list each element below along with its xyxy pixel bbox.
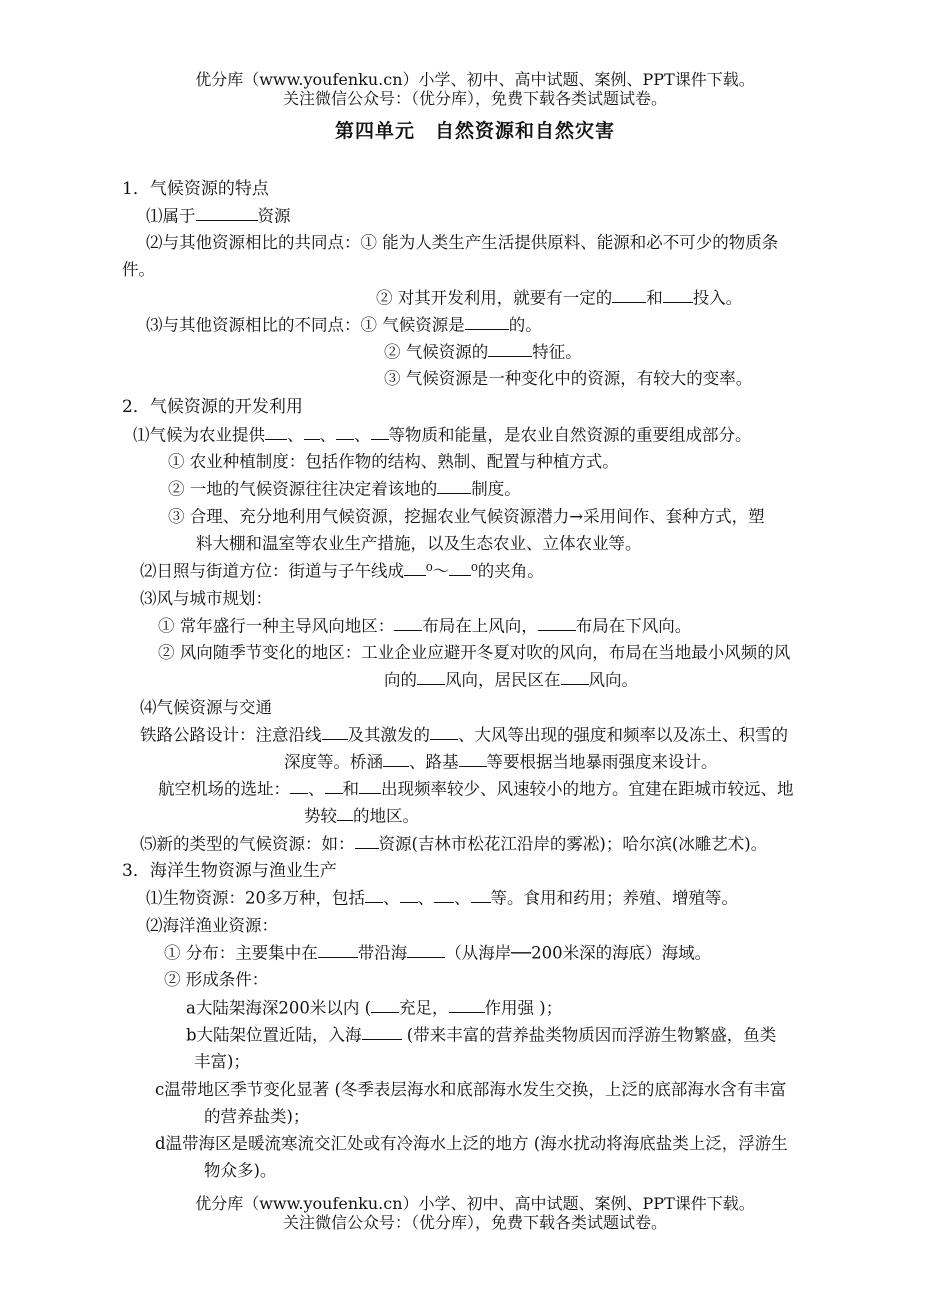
text-segment: 布局在下风向。 xyxy=(575,616,692,636)
blank xyxy=(196,203,258,221)
answer-blank xyxy=(265,422,287,440)
s2-item-3-b: ② 风向随季节变化的地区：工业企业应避开冬夏对吹的风向，布局在当地最小风频的风 xyxy=(158,643,791,662)
s2-item-3-b-cont xyxy=(384,667,638,693)
text-segment: 及其激发的 xyxy=(347,725,430,745)
answer-blank xyxy=(449,558,471,576)
text-segment: 势较 xyxy=(304,806,337,826)
answer-blank xyxy=(561,667,589,685)
text-segment: b大陆架位置近陆，入海 xyxy=(186,1025,362,1045)
text-segment: ② 一地的气候资源往往决定着该地的 xyxy=(168,479,438,499)
s2-item-1-a: ① 农业种植制度：包括作物的结构、熟制、配置与种植方式。 xyxy=(168,452,619,471)
blank xyxy=(465,312,509,330)
s2-item-4-b xyxy=(158,776,794,802)
answer-blank xyxy=(336,422,354,440)
answer-blank xyxy=(359,776,381,794)
answer-blank xyxy=(371,422,389,440)
s1-item-2-cont: 件。 xyxy=(122,260,155,279)
text-segment: 作用强 )； xyxy=(484,998,563,1018)
page-footer xyxy=(0,1194,950,1232)
text-segment: 的地区。 xyxy=(353,806,419,826)
s3-item-2: ⑵海洋渔业资源： xyxy=(146,916,278,935)
s2-item-2 xyxy=(140,558,544,584)
text-segment: 充足， xyxy=(399,998,449,1018)
answer-blank xyxy=(325,776,343,794)
section-1-heading: 1．气候资源的特点 xyxy=(122,179,269,199)
answer-blank xyxy=(290,776,308,794)
text-segment: (带来丰富的营养盐类物质因而浮游生物繁盛，鱼类 xyxy=(401,1025,777,1045)
s1-item-3-b xyxy=(384,339,582,365)
footer-line-2: 关注微信公众号：（优分库），免费下载各类试题试卷。 xyxy=(282,1213,667,1232)
text-segment: 、 xyxy=(383,888,400,908)
text-segment: 向的 xyxy=(384,670,417,690)
text-segment: ⁰的夹角。 xyxy=(471,561,544,581)
s2-item-3: ⑶风与城市规划： xyxy=(140,589,272,608)
text-segment: 资源(吉林市松花江沿岸的雾凇)；哈尔滨(冰雕艺术)。 xyxy=(378,834,768,854)
answer-blank xyxy=(365,885,383,903)
answer-blank xyxy=(430,722,458,740)
text-segment: ② 气候资源的 xyxy=(384,342,489,362)
text-segment: 的。 xyxy=(508,315,542,335)
s3-condition-b xyxy=(186,1022,776,1048)
s2-item-1-c-cont: 料大棚和温室等农业生产措施，以及生态农业、立体农业等。 xyxy=(196,534,642,553)
text-segment: 和 xyxy=(646,288,663,308)
s3-item-1 xyxy=(146,885,738,911)
text-segment: 、 xyxy=(319,425,336,445)
s1-item-1 xyxy=(146,203,291,229)
s3-condition-c-cont: 的营养盐类)； xyxy=(204,1107,310,1126)
s3-condition-c: c温带地区季节变化显著 (冬季表层海水和底部海水发生交换，上泛的底部海水含有丰富 xyxy=(155,1080,787,1099)
answer-blank xyxy=(434,885,454,903)
answer-blank xyxy=(437,476,471,494)
text-segment: 、 xyxy=(354,425,371,445)
answer-blank xyxy=(362,1022,402,1040)
section-3-heading: 3．海洋生物资源与渔业生产 xyxy=(122,861,337,881)
text-segment: 深度等。桥涵 xyxy=(284,752,383,772)
text-segment: ⁰～ xyxy=(426,561,450,581)
answer-blank xyxy=(337,803,353,821)
text-segment: a大陆架海深200米以内 ( xyxy=(186,998,372,1018)
text-segment: ① 分布：主要集中在 xyxy=(164,943,318,963)
answer-blank xyxy=(371,995,399,1013)
answer-blank xyxy=(449,995,485,1013)
text-segment: 、 xyxy=(417,888,434,908)
answer-blank xyxy=(322,722,348,740)
answer-blank xyxy=(459,749,487,767)
s1-item-2: ⑵与其他资源相比的共同点：① 能为人类生产生活提供原料、能源和必不可少的物质条 xyxy=(146,233,779,252)
text-segment: 等。食用和药用；养殖、增殖等。 xyxy=(490,888,738,908)
text-segment: 、 xyxy=(308,779,325,799)
text-segment: 风向。 xyxy=(588,670,638,690)
s2-item-4-a xyxy=(140,722,788,748)
text-segment: （从海岸──200米深的海底）海域。 xyxy=(445,943,712,963)
blank xyxy=(663,285,693,303)
s2-item-4-a-cont xyxy=(284,749,718,775)
answer-blank xyxy=(538,613,576,631)
s2-item-1-c: ③ 合理、充分地利用气候资源，挖掘农业气候资源潜力→采用间作、套种方式，塑 xyxy=(168,507,765,526)
text-segment: ⑵日照与街道方位：街道与子午线成 xyxy=(140,561,404,581)
answer-blank xyxy=(417,667,445,685)
s1-item-3 xyxy=(146,312,542,338)
blank xyxy=(488,339,532,357)
text-segment: ⑴属于 xyxy=(146,206,196,226)
text-segment: 特征。 xyxy=(532,342,582,362)
text-segment: 、大风等出现的强度和频率以及冻土、积雪的 xyxy=(458,725,788,745)
s2-item-1 xyxy=(133,422,752,448)
text-segment: 和 xyxy=(342,779,359,799)
answer-blank xyxy=(304,422,320,440)
answer-blank xyxy=(404,558,426,576)
text-segment: 等要根据当地暴雨强度来设计。 xyxy=(486,752,718,772)
page-title: 第四单元 自然资源和自然灾害 xyxy=(334,120,615,142)
s2-item-1-b xyxy=(168,476,521,502)
text-segment: ⑸新的类型的气候资源：如： xyxy=(140,834,355,854)
answer-blank xyxy=(383,749,409,767)
s2-item-3-a xyxy=(158,613,691,639)
text-segment: 出现频率较少、风速较小的地方。宜建在距城市较远、地 xyxy=(381,779,794,799)
text-segment: 、 xyxy=(287,425,304,445)
text-segment: 资源 xyxy=(257,206,291,226)
text-segment: 布局在上风向， xyxy=(422,616,538,636)
answer-blank xyxy=(400,885,418,903)
s3-condition-d-cont: 物众多)。 xyxy=(204,1161,277,1180)
s2-item-4: ⑷气候资源与交通 xyxy=(140,698,272,717)
text-segment: 、 xyxy=(454,888,471,908)
answer-blank xyxy=(471,885,491,903)
section-2-heading: 2．气候资源的开发利用 xyxy=(122,397,303,417)
blank xyxy=(612,285,646,303)
answer-blank xyxy=(394,613,422,631)
footer-line-1: 优分库（www.youfenku.cn）小学、初中、高中试题、案例、PPT课件下载。 xyxy=(195,1194,755,1213)
text-segment: ⑴气候为农业提供 xyxy=(133,425,265,445)
s1-item-3-c: ③ 气候资源是一种变化中的资源，有较大的变率。 xyxy=(384,369,753,388)
answer-blank xyxy=(355,831,379,849)
text-segment: 投入。 xyxy=(692,288,743,308)
text-segment: 航空机场的选址： xyxy=(158,779,290,799)
s3-item-2-b: ② 形成条件： xyxy=(164,970,269,989)
answer-blank xyxy=(407,940,445,958)
header-line-2: 关注微信公众号：（优分库），免费下载各类试题试卷。 xyxy=(282,89,667,108)
s3-condition-b-cont: 丰富)； xyxy=(194,1052,250,1071)
s3-condition-a xyxy=(186,995,562,1021)
text-segment: ⑶与其他资源相比的不同点：① 气候资源是 xyxy=(146,315,465,335)
text-segment: ⑴生物资源：20多万种，包括 xyxy=(146,888,365,908)
answer-blank xyxy=(318,940,358,958)
s2-item-5 xyxy=(140,831,767,857)
text-segment: ② 对其开发利用，就要有一定的 xyxy=(376,288,613,308)
page-header xyxy=(0,70,950,108)
text-segment: 带沿海 xyxy=(357,943,408,963)
text-segment: ① 常年盛行一种主导风向地区： xyxy=(158,616,395,636)
text-segment: 等物质和能量，是农业自然资源的重要组成部分。 xyxy=(388,425,752,445)
text-segment: 制度。 xyxy=(471,479,521,499)
text-segment: 、路基 xyxy=(409,752,459,772)
s3-condition-d: d温带海区是暖流寒流交汇处或有冷海水上泛的地方 (海水扰动将海底盐类上泛，浮游生 xyxy=(155,1134,788,1153)
s3-item-2-a xyxy=(164,940,711,966)
text-segment: 风向，居民区在 xyxy=(445,670,561,690)
header-line-1: 优分库（www.youfenku.cn）小学、初中、高中试题、案例、PPT课件下载。 xyxy=(195,70,755,89)
s2-item-4-b-cont xyxy=(304,803,419,829)
s1-item-2-b xyxy=(376,285,742,311)
text-segment: 铁路公路设计：注意沿线 xyxy=(140,725,322,745)
